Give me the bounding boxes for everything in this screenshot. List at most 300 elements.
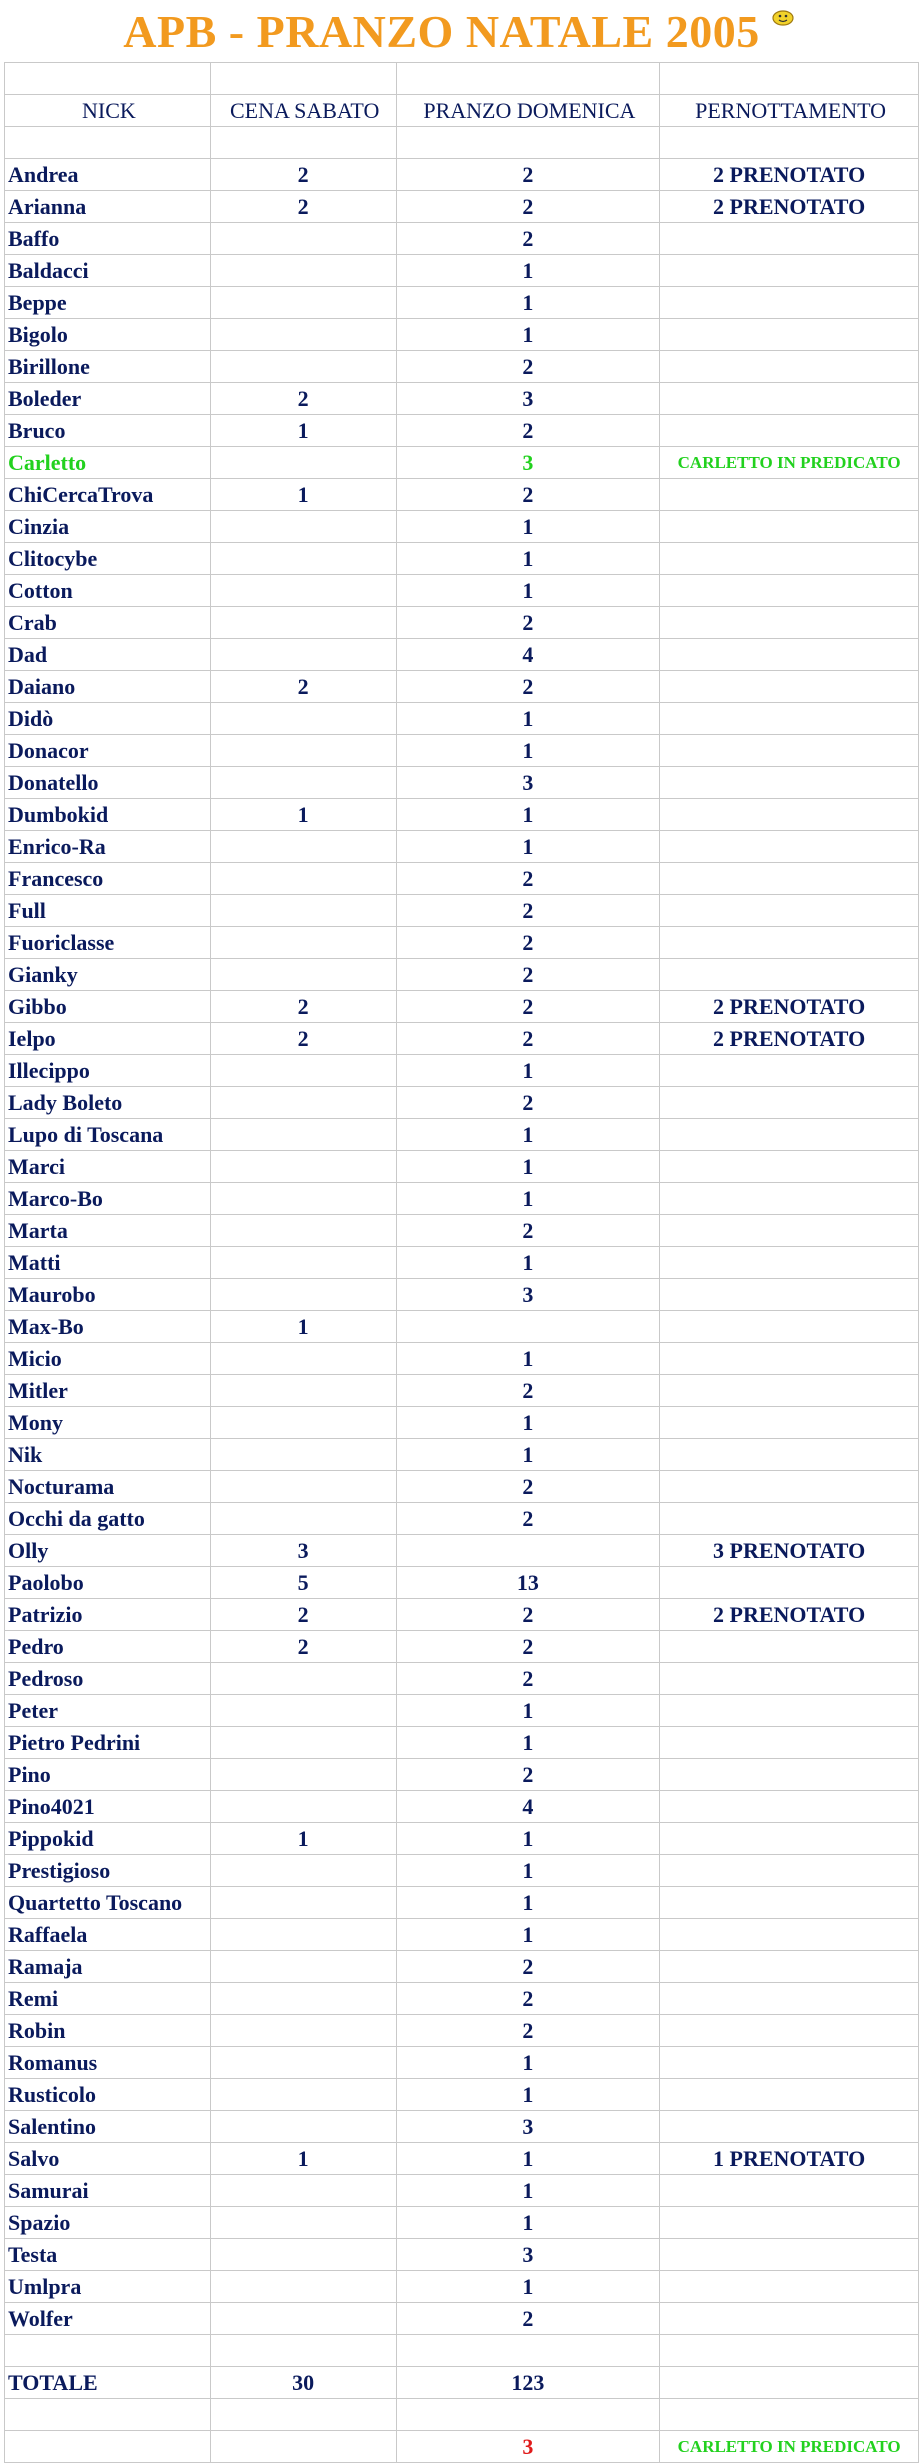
pranzo-domenica-cell: 2 <box>396 1983 660 2015</box>
table-row <box>5 799 919 831</box>
pernottamento-cell <box>660 1215 919 1247</box>
nick-cell: Baldacci <box>5 255 211 287</box>
pernottamento-cell <box>660 1503 919 1535</box>
table-row <box>5 1887 919 1919</box>
pernottamento-cell <box>660 1695 919 1727</box>
header-row <box>5 95 919 127</box>
empty-cell <box>210 127 396 159</box>
cena-sabato-cell <box>210 831 396 863</box>
nick-cell: Nocturama <box>5 1471 211 1503</box>
table-row <box>5 2079 919 2111</box>
pernottamento-cell <box>660 1567 919 1599</box>
cena-sabato-cell <box>210 735 396 767</box>
pernottamento-cell <box>660 479 919 511</box>
pernottamento-cell: 2 PRENOTATO <box>660 191 919 223</box>
pranzo-domenica-cell: 2 <box>396 863 660 895</box>
nick-cell: Olly <box>5 1535 211 1567</box>
cena-sabato-cell <box>210 2015 396 2047</box>
pernottamento-cell <box>660 1887 919 1919</box>
pernottamento-cell <box>660 2079 919 2111</box>
pranzo-domenica-cell: 3 <box>396 2111 660 2143</box>
cena-sabato-cell <box>210 639 396 671</box>
pranzo-domenica-cell: 1 <box>396 319 660 351</box>
cena-sabato-cell <box>210 1151 396 1183</box>
nick-cell: Matti <box>5 1247 211 1279</box>
cena-sabato-cell <box>210 1951 396 1983</box>
cena-sabato-cell <box>210 1215 396 1247</box>
nick-cell: Prestigioso <box>5 1855 211 1887</box>
empty-cell <box>396 63 660 95</box>
pernottamento-cell <box>660 1055 919 1087</box>
page-title: APB - PRANZO NATALE 2005 <box>123 5 760 57</box>
pranzo-domenica-cell: 1 <box>396 1407 660 1439</box>
table-row <box>5 1055 919 1087</box>
nick-cell: Illecippo <box>5 1055 211 1087</box>
cena-sabato-cell <box>210 1855 396 1887</box>
pranzo-domenica-cell: 1 <box>396 1855 660 1887</box>
cena-sabato-cell: 2 <box>210 1599 396 1631</box>
nick-cell: Pedro <box>5 1631 211 1663</box>
table-row <box>5 1631 919 1663</box>
nick-cell: Ramaja <box>5 1951 211 1983</box>
cena-sabato-cell <box>210 1407 396 1439</box>
table-row <box>5 511 919 543</box>
smiley-icon <box>770 7 796 27</box>
pranzo-domenica-cell: 2 <box>396 159 660 191</box>
pranzo-domenica-cell: 1 <box>396 2079 660 2111</box>
pranzo-domenica-cell: 1 <box>396 831 660 863</box>
pernottamento-cell <box>660 1407 919 1439</box>
column-header-pernottamento: PERNOTTAMENTO <box>660 95 919 127</box>
pranzo-domenica-cell: 1 <box>396 255 660 287</box>
table-row <box>5 383 919 415</box>
pranzo-domenica-cell: 1 <box>396 2207 660 2239</box>
empty-cell <box>210 2431 396 2463</box>
pernottamento-cell <box>660 1823 919 1855</box>
table-row <box>5 1151 919 1183</box>
cena-sabato-cell <box>210 1375 396 1407</box>
nick-cell: Pino <box>5 1759 211 1791</box>
pernottamento-cell <box>660 1375 919 1407</box>
table-row <box>5 159 919 191</box>
cena-sabato-cell <box>210 319 396 351</box>
pernottamento-cell <box>660 895 919 927</box>
cena-sabato-cell <box>210 863 396 895</box>
pranzo-domenica-cell: 3 <box>396 2239 660 2271</box>
cena-sabato-cell: 2 <box>210 191 396 223</box>
table-row <box>5 1183 919 1215</box>
table-row <box>5 1439 919 1471</box>
pernottamento-cell <box>660 2303 919 2335</box>
pernottamento-cell <box>660 1151 919 1183</box>
empty-cell <box>660 2335 919 2367</box>
cena-sabato-cell: 1 <box>210 479 396 511</box>
pranzo-domenica-cell: 2 <box>396 1663 660 1695</box>
cena-sabato-cell: 2 <box>210 1631 396 1663</box>
cena-sabato-cell <box>210 447 396 479</box>
empty-cell <box>5 63 211 95</box>
table-row <box>5 1695 919 1727</box>
cena-sabato-cell: 1 <box>210 1311 396 1343</box>
table-row <box>5 959 919 991</box>
pernottamento-cell <box>660 2047 919 2079</box>
cena-sabato-cell <box>210 1087 396 1119</box>
cena-sabato-cell <box>210 287 396 319</box>
pranzo-domenica-cell: 2 <box>396 1215 660 1247</box>
nick-cell: Maurobo <box>5 1279 211 1311</box>
pranzo-domenica-cell: 2 <box>396 223 660 255</box>
table-row <box>5 1023 919 1055</box>
pernottamento-cell <box>660 287 919 319</box>
pranzo-domenica-cell: 1 <box>396 2175 660 2207</box>
column-header-nick: NICK <box>5 95 211 127</box>
total-label: TOTALE <box>5 2367 211 2399</box>
nick-cell: Gibbo <box>5 991 211 1023</box>
cena-sabato-cell <box>210 1887 396 1919</box>
cena-sabato-cell: 1 <box>210 2143 396 2175</box>
pranzo-domenica-cell: 2 <box>396 1759 660 1791</box>
nick-cell: Salentino <box>5 2111 211 2143</box>
footer-pranzo-count: 3 <box>396 2431 660 2463</box>
nick-cell: Testa <box>5 2239 211 2271</box>
nick-cell: Cotton <box>5 575 211 607</box>
cena-sabato-cell: 1 <box>210 1823 396 1855</box>
table-row <box>5 1983 919 2015</box>
cena-sabato-cell <box>210 2079 396 2111</box>
nick-cell: Rusticolo <box>5 2079 211 2111</box>
table-row <box>5 831 919 863</box>
pranzo-domenica-cell: 1 <box>396 1151 660 1183</box>
pernottamento-cell <box>660 2271 919 2303</box>
pernottamento-cell <box>660 351 919 383</box>
pranzo-domenica-cell: 1 <box>396 1439 660 1471</box>
table-row <box>5 1823 919 1855</box>
nick-cell: Dumbokid <box>5 799 211 831</box>
nick-cell: Romanus <box>5 2047 211 2079</box>
pranzo-domenica-cell: 1 <box>396 511 660 543</box>
empty-cell <box>210 2335 396 2367</box>
table-row <box>5 2143 919 2175</box>
nick-cell: Salvo <box>5 2143 211 2175</box>
pranzo-domenica-cell: 2 <box>396 1023 660 1055</box>
pranzo-domenica-cell: 2 <box>396 1087 660 1119</box>
pranzo-domenica-cell: 1 <box>396 1055 660 1087</box>
table-row <box>5 863 919 895</box>
nick-cell: Fuoriclasse <box>5 927 211 959</box>
pranzo-domenica-cell: 2 <box>396 479 660 511</box>
pernottamento-cell <box>660 1631 919 1663</box>
column-header-pranzo-domenica: PRANZO DOMENICA <box>396 95 660 127</box>
table-row <box>5 1311 919 1343</box>
nick-cell: Patrizio <box>5 1599 211 1631</box>
pranzo-domenica-cell: 1 <box>396 1887 660 1919</box>
pernottamento-cell <box>660 607 919 639</box>
pernottamento-cell: 2 PRENOTATO <box>660 1023 919 1055</box>
empty-cell <box>5 2335 211 2367</box>
pernottamento-cell: 2 PRENOTATO <box>660 159 919 191</box>
cena-sabato-cell <box>210 2111 396 2143</box>
cena-sabato-cell <box>210 1183 396 1215</box>
pernottamento-cell <box>660 2111 919 2143</box>
table-row <box>5 1375 919 1407</box>
nick-cell: Marco-Bo <box>5 1183 211 1215</box>
cena-sabato-cell <box>210 511 396 543</box>
nick-cell: Lupo di Toscana <box>5 1119 211 1151</box>
table-row <box>5 1215 919 1247</box>
cena-sabato-cell <box>210 1247 396 1279</box>
cena-sabato-cell <box>210 1791 396 1823</box>
footer-row <box>5 2431 919 2463</box>
pernottamento-cell <box>660 1759 919 1791</box>
pernottamento-cell <box>660 575 919 607</box>
empty-cell <box>660 63 919 95</box>
nick-cell: Raffaela <box>5 1919 211 1951</box>
cena-sabato-cell <box>210 1727 396 1759</box>
nick-cell: Baffo <box>5 223 211 255</box>
nick-cell: Marta <box>5 1215 211 1247</box>
pernottamento-cell <box>660 1439 919 1471</box>
pranzo-domenica-cell: 1 <box>396 1919 660 1951</box>
nick-cell: Arianna <box>5 191 211 223</box>
nick-cell: Nik <box>5 1439 211 1471</box>
pranzo-domenica-cell: 13 <box>396 1567 660 1599</box>
pernottamento-cell <box>660 831 919 863</box>
pranzo-domenica-cell: 1 <box>396 1247 660 1279</box>
cena-sabato-cell <box>210 1471 396 1503</box>
pranzo-domenica-cell: 2 <box>396 671 660 703</box>
cena-sabato-cell <box>210 543 396 575</box>
table-row <box>5 1567 919 1599</box>
empty-cell <box>396 2335 660 2367</box>
table-row <box>5 703 919 735</box>
nick-cell: Carletto <box>5 447 211 479</box>
total-pranzo-domenica: 123 <box>396 2367 660 2399</box>
cena-sabato-cell <box>210 223 396 255</box>
pranzo-domenica-cell: 4 <box>396 639 660 671</box>
table-row <box>5 255 919 287</box>
cena-sabato-cell <box>210 895 396 927</box>
nick-cell: Beppe <box>5 287 211 319</box>
cena-sabato-cell <box>210 1759 396 1791</box>
column-header-cena-sabato: CENA SABATO <box>210 95 396 127</box>
nick-cell: Gianky <box>5 959 211 991</box>
table-row <box>5 895 919 927</box>
pranzo-domenica-cell: 2 <box>396 191 660 223</box>
cena-sabato-cell <box>210 575 396 607</box>
nick-cell: Quartetto Toscano <box>5 1887 211 1919</box>
nick-cell: Wolfer <box>5 2303 211 2335</box>
empty-cell <box>660 127 919 159</box>
cena-sabato-cell <box>210 1503 396 1535</box>
table-row <box>5 319 919 351</box>
nick-cell: Cinzia <box>5 511 211 543</box>
pranzo-domenica-cell: 2 <box>396 1599 660 1631</box>
table-row <box>5 479 919 511</box>
cena-sabato-cell: 2 <box>210 671 396 703</box>
pernottamento-cell <box>660 1311 919 1343</box>
nick-cell: Bruco <box>5 415 211 447</box>
total-cena-sabato: 30 <box>210 2367 396 2399</box>
pranzo-domenica-cell: 2 <box>396 927 660 959</box>
pranzo-domenica-cell: 1 <box>396 1727 660 1759</box>
pranzo-domenica-cell: 1 <box>396 1183 660 1215</box>
cena-sabato-cell <box>210 927 396 959</box>
nick-cell: Donacor <box>5 735 211 767</box>
pernottamento-cell <box>660 1471 919 1503</box>
pernottamento-cell <box>660 1855 919 1887</box>
nick-cell: Daiano <box>5 671 211 703</box>
empty-cell <box>5 2399 211 2431</box>
table-row <box>5 1599 919 1631</box>
pranzo-domenica-cell: 3 <box>396 447 660 479</box>
table-row <box>5 1503 919 1535</box>
table-row <box>5 575 919 607</box>
nick-cell: Occhi da gatto <box>5 1503 211 1535</box>
pranzo-domenica-cell: 2 <box>396 1503 660 1535</box>
pranzo-domenica-cell: 3 <box>396 767 660 799</box>
empty-cell <box>660 2399 919 2431</box>
pernottamento-cell <box>660 1279 919 1311</box>
pernottamento-cell: CARLETTO IN PREDICATO <box>660 447 919 479</box>
nick-cell: Lady Boleto <box>5 1087 211 1119</box>
table-row <box>5 1759 919 1791</box>
pernottamento-cell: 2 PRENOTATO <box>660 991 919 1023</box>
pranzo-domenica-cell: 2 <box>396 895 660 927</box>
table-row <box>5 2207 919 2239</box>
pranzo-domenica-cell: 4 <box>396 1791 660 1823</box>
nick-cell: Ielpo <box>5 1023 211 1055</box>
pernottamento-cell <box>660 223 919 255</box>
nick-cell: Peter <box>5 1695 211 1727</box>
table-row <box>5 1407 919 1439</box>
empty-cell <box>5 127 211 159</box>
table-row <box>5 2111 919 2143</box>
cena-sabato-cell <box>210 607 396 639</box>
table-row <box>5 1791 919 1823</box>
nick-cell: Mony <box>5 1407 211 1439</box>
pernottamento-cell <box>660 511 919 543</box>
pranzo-domenica-cell: 1 <box>396 799 660 831</box>
table-row <box>5 2303 919 2335</box>
pranzo-domenica-cell: 1 <box>396 1343 660 1375</box>
empty-cell <box>396 127 660 159</box>
pernottamento-cell <box>660 415 919 447</box>
empty-cell <box>5 2431 211 2463</box>
pernottamento-cell <box>660 1919 919 1951</box>
cena-sabato-cell: 2 <box>210 1023 396 1055</box>
totals-row <box>5 2367 919 2399</box>
pranzo-domenica-cell: 2 <box>396 415 660 447</box>
pranzo-domenica-cell: 1 <box>396 2047 660 2079</box>
nick-cell: Bigolo <box>5 319 211 351</box>
table-row <box>5 735 919 767</box>
nick-cell: Full <box>5 895 211 927</box>
table-row <box>5 191 919 223</box>
nick-cell: Boleder <box>5 383 211 415</box>
pranzo-domenica-cell: 1 <box>396 575 660 607</box>
table-row <box>5 1951 919 1983</box>
table-row <box>5 1247 919 1279</box>
pernottamento-cell <box>660 1663 919 1695</box>
pernottamento-cell <box>660 735 919 767</box>
pranzo-domenica-cell: 1 <box>396 735 660 767</box>
cena-sabato-cell <box>210 2239 396 2271</box>
pernottamento-cell <box>660 767 919 799</box>
cena-sabato-cell <box>210 1983 396 2015</box>
cena-sabato-cell <box>210 767 396 799</box>
registration-table <box>4 62 919 2463</box>
pernottamento-cell <box>660 2239 919 2271</box>
pranzo-domenica-cell: 1 <box>396 703 660 735</box>
cena-sabato-cell <box>210 1919 396 1951</box>
empty-cell <box>210 63 396 95</box>
pranzo-domenica-cell <box>396 1311 660 1343</box>
pernottamento-cell <box>660 319 919 351</box>
cena-sabato-cell: 1 <box>210 415 396 447</box>
spacer-row <box>5 127 919 159</box>
cena-sabato-cell <box>210 1663 396 1695</box>
nick-cell: Marci <box>5 1151 211 1183</box>
spacer-row <box>5 2335 919 2367</box>
nick-cell: Pietro Pedrini <box>5 1727 211 1759</box>
table-row <box>5 1119 919 1151</box>
table-row <box>5 1919 919 1951</box>
pernottamento-cell <box>660 2175 919 2207</box>
table-row <box>5 415 919 447</box>
nick-cell: Donatello <box>5 767 211 799</box>
table-row <box>5 447 919 479</box>
pranzo-domenica-cell: 3 <box>396 1279 660 1311</box>
cena-sabato-cell <box>210 1119 396 1151</box>
pranzo-domenica-cell: 1 <box>396 287 660 319</box>
cena-sabato-cell <box>210 959 396 991</box>
nick-cell: Francesco <box>5 863 211 895</box>
table-row <box>5 2015 919 2047</box>
table-row <box>5 671 919 703</box>
table-row <box>5 607 919 639</box>
table-row <box>5 767 919 799</box>
pernottamento-cell <box>660 2015 919 2047</box>
pranzo-domenica-cell: 1 <box>396 543 660 575</box>
pranzo-domenica-cell: 2 <box>396 1631 660 1663</box>
table-row <box>5 639 919 671</box>
pranzo-domenica-cell <box>396 1535 660 1567</box>
nick-cell: Dad <box>5 639 211 671</box>
table-row <box>5 351 919 383</box>
spacer-row <box>5 63 919 95</box>
table-row <box>5 1535 919 1567</box>
pernottamento-cell <box>660 255 919 287</box>
table-row <box>5 223 919 255</box>
cena-sabato-cell <box>210 1343 396 1375</box>
pranzo-domenica-cell: 3 <box>396 383 660 415</box>
nick-cell: Pippokid <box>5 1823 211 1855</box>
pranzo-domenica-cell: 2 <box>396 1471 660 1503</box>
cena-sabato-cell <box>210 1695 396 1727</box>
table-row <box>5 1279 919 1311</box>
empty-cell <box>396 2399 660 2431</box>
pranzo-domenica-cell: 1 <box>396 2143 660 2175</box>
empty-cell <box>210 2399 396 2431</box>
nick-cell: ChiCercaTrova <box>5 479 211 511</box>
pernottamento-cell <box>660 1119 919 1151</box>
table-row <box>5 2047 919 2079</box>
cena-sabato-cell <box>210 2207 396 2239</box>
pranzo-domenica-cell: 2 <box>396 2303 660 2335</box>
spacer-row <box>5 2399 919 2431</box>
pernottamento-cell: 1 PRENOTATO <box>660 2143 919 2175</box>
nick-cell: Clitocybe <box>5 543 211 575</box>
